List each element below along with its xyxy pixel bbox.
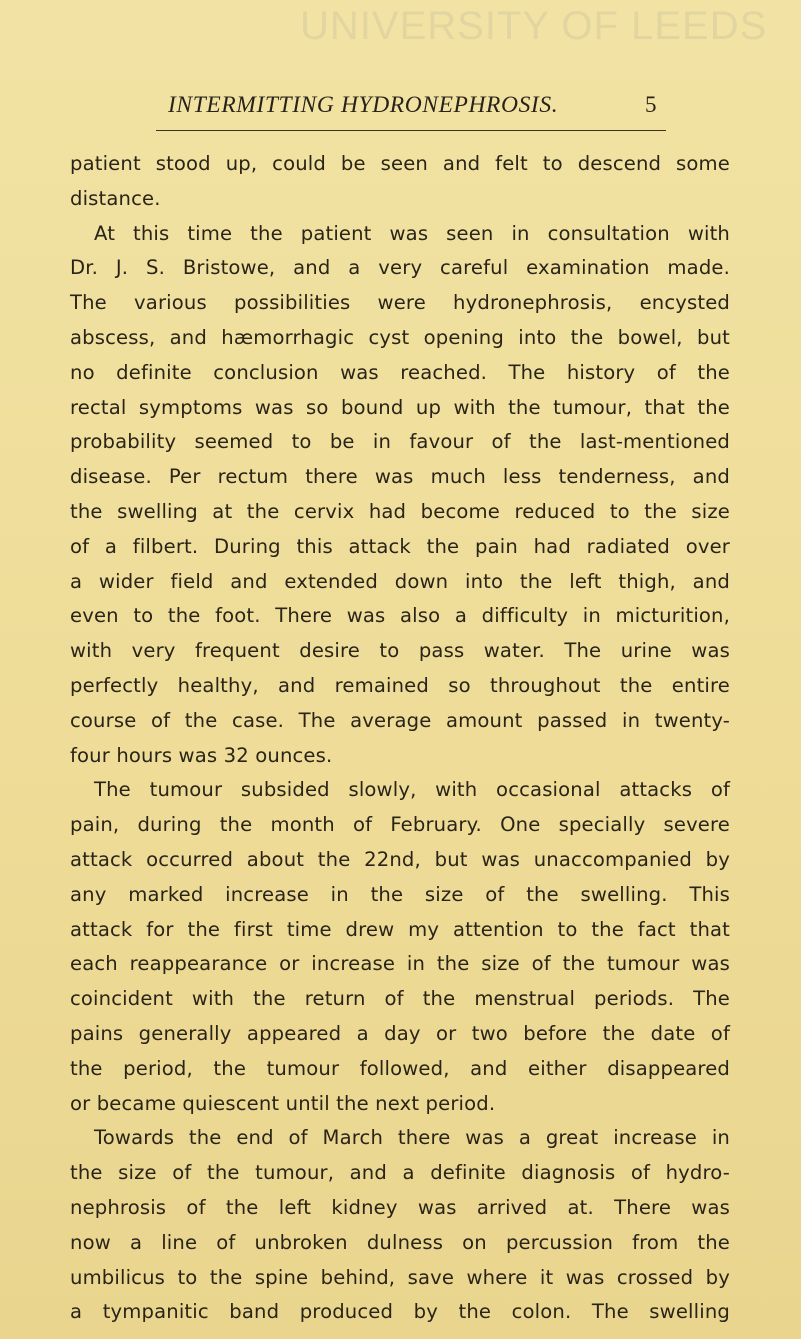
body-line: perfectly healthy, and remained so throughout the entire bbox=[70, 673, 730, 697]
body-line: of a filbert. During this attack the pain had radiated over bbox=[70, 534, 730, 558]
body-line: rectal symptoms was so bound up with the tumour, that the bbox=[70, 395, 730, 419]
body-line: with very frequent desire to pass water. The urine was bbox=[70, 639, 730, 663]
body-line: abscess, and hæmorrhagic cyst opening into the bowel, but bbox=[70, 325, 730, 349]
body-line: Towards the end of March there was a great increase in bbox=[94, 1126, 730, 1150]
body-line: At this time the patient was seen in consultation with bbox=[94, 221, 730, 245]
body-line: pains generally appeared a day or two before the date of bbox=[70, 1021, 730, 1045]
body-line: a wider field and extended down into the left thigh, and bbox=[70, 569, 730, 593]
body-line: patient stood up, could be seen and felt to descend some bbox=[70, 152, 730, 175]
body-line: Dr. J. S. Bristowe, and a very careful examination made. bbox=[70, 256, 730, 280]
body-line: any marked increase in the size of the swelling. This bbox=[70, 882, 730, 906]
library-watermark: UNIVERSITY OF LEEDS bbox=[300, 4, 768, 48]
body-line: The various possibilities were hydronephrosis, encysted bbox=[70, 291, 730, 315]
body-line: a tympanitic band produced by the colon. The swelling bbox=[70, 1300, 730, 1324]
body-line: no definite conclusion was reached. The history of the bbox=[70, 360, 730, 384]
body-line: or became quiescent until the next period. bbox=[70, 1091, 496, 1115]
running-head-title: INTERMITTING HYDRONEPHROSIS. bbox=[168, 92, 559, 118]
body-line: disease. Per rectum there was much less tenderness, and bbox=[70, 465, 730, 489]
body-line: attack occurred about the 22nd, but was unaccompanied by bbox=[70, 847, 730, 871]
body-line: even to the foot. There was also a difficulty in micturition, bbox=[70, 604, 730, 628]
body-line: distance. bbox=[70, 186, 161, 210]
header-rule bbox=[156, 130, 666, 131]
body-line: course of the case. The average amount passed in twenty- bbox=[70, 708, 730, 732]
body-line: coincident with the return of the menstrual periods. The bbox=[70, 987, 730, 1011]
body-line: the swelling at the cervix had become reduced to the size bbox=[70, 499, 730, 523]
body-line: probability seemed to be in favour of the last-mentioned bbox=[70, 430, 730, 454]
body-line: pain, during the month of February. One specially severe bbox=[70, 813, 730, 837]
body-text bbox=[70, 147, 730, 1330]
body-line: umbilicus to the spine behind, save where it was crossed by bbox=[70, 1265, 730, 1289]
body-line: now a line of unbroken dulness on percussion from the bbox=[70, 1230, 730, 1254]
body-line: each reappearance or increase in the size of the tumour was bbox=[70, 952, 730, 976]
body-line: the period, the tumour followed, and either disappeared bbox=[70, 1056, 730, 1080]
body-line: the size of the tumour, and a definite diagnosis of hydro- bbox=[70, 1161, 730, 1185]
body-line: four hours was 32 ounces. bbox=[70, 743, 333, 767]
body-line: nephrosis of the left kidney was arrived at. There was bbox=[70, 1195, 730, 1219]
body-line: attack for the first time drew my attention to the fact that bbox=[70, 917, 730, 941]
body-line: The tumour subsided slowly, with occasional attacks of bbox=[94, 778, 730, 802]
page-number: 5 bbox=[645, 92, 657, 117]
